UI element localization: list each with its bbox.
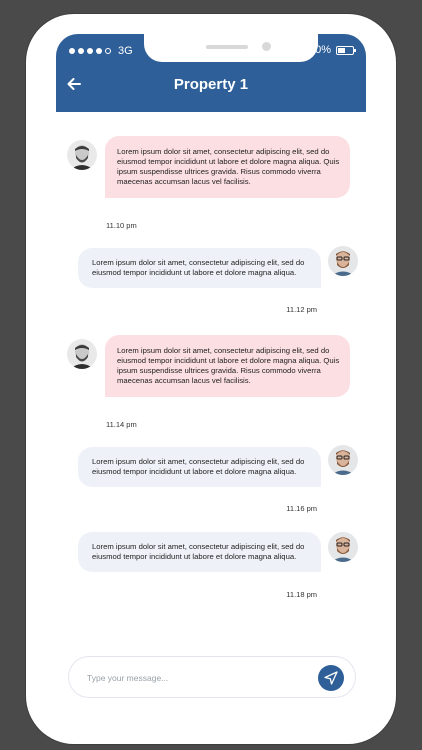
message-text: Lorem ipsum dolor sit amet, consectetur adipiscing elit, sed do eiusmod tempor incididunt ut labore et dolore magna aliqua. Quis ipsum suspendisse ultrices gravida. Risus commodo viverra maecenas accumsan lacus vel facilisis. — [117, 346, 340, 385]
message-bubble-incoming — [105, 136, 350, 198]
user-avatar-icon — [328, 246, 358, 276]
signal-dot-icon — [78, 48, 84, 54]
message-time: 11.10 pm — [106, 221, 137, 230]
avatar-user — [328, 246, 358, 276]
page-title: Property 1 — [173, 76, 249, 93]
battery-percent: 50% — [308, 44, 331, 56]
signal-dot-icon — [87, 48, 93, 54]
network-label: 3G — [118, 45, 133, 57]
message-text: Lorem ipsum dolor sit amet, consectetur adipiscing elit, sed do eiusmod tempor incididunt ut labore et dolore magna aliqua. Quis ipsum suspendisse ultrices gravida. Risus commodo viverra maecenas accumsan lacus vel facilisis. — [117, 147, 340, 186]
user-avatar-icon — [328, 445, 358, 475]
signal-indicator — [69, 45, 133, 57]
message-text: Lorem ipsum dolor sit amet, consectetur adipiscing elit, sed do eiusmod tempor incididunt ut labore et dolore magna aliqua. — [92, 542, 305, 561]
message-time: 11.18 pm — [286, 590, 317, 599]
user-avatar-icon — [328, 532, 358, 562]
message-time: 11.14 pm — [106, 420, 137, 429]
contact-avatar-icon — [67, 339, 97, 369]
message-input[interactable] — [85, 667, 309, 689]
message-bubble-incoming — [105, 335, 350, 397]
message-bubble-outgoing — [78, 447, 321, 487]
front-camera — [262, 42, 271, 51]
message-composer — [68, 656, 356, 698]
message-time: 11.16 pm — [286, 504, 317, 513]
phone-screen — [37, 28, 385, 730]
app-header — [56, 34, 366, 112]
message-bubble-outgoing — [78, 532, 321, 572]
battery-icon — [336, 46, 354, 55]
phone-notch — [144, 34, 318, 62]
avatar-user — [328, 445, 358, 475]
signal-dot-empty-icon — [105, 48, 111, 54]
message-bubble-outgoing — [78, 248, 321, 288]
battery-fill — [338, 48, 345, 53]
signal-dot-icon — [69, 48, 75, 54]
avatar-contact — [67, 140, 97, 170]
message-time: 11.12 pm — [286, 305, 317, 314]
message-text: Lorem ipsum dolor sit amet, consectetur adipiscing elit, sed do eiusmod tempor incididunt ut labore et dolore magna aliqua. — [92, 258, 305, 277]
avatar-user — [328, 532, 358, 562]
message-text: Lorem ipsum dolor sit amet, consectetur adipiscing elit, sed do eiusmod tempor incididunt ut labore et dolore magna aliqua. — [92, 457, 305, 476]
speaker-grille — [206, 45, 248, 49]
avatar-contact — [67, 339, 97, 369]
send-icon — [324, 671, 338, 685]
signal-dot-icon — [96, 48, 102, 54]
contact-avatar-icon — [67, 140, 97, 170]
send-button[interactable] — [318, 665, 344, 691]
battery-indicator — [309, 44, 354, 56]
